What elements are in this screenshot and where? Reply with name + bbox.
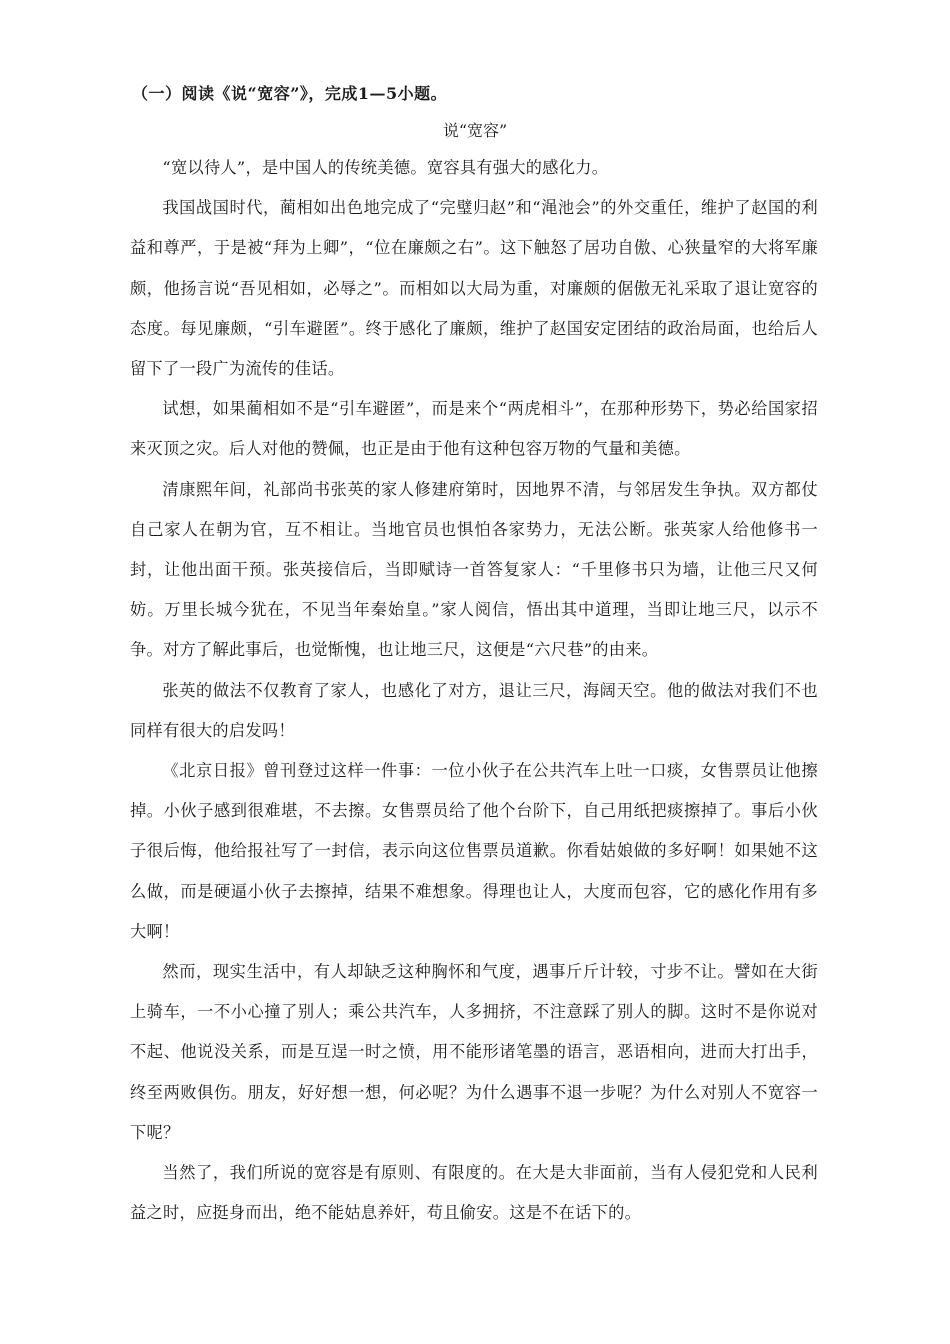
paragraph: 然而，现实生活中，有人却缺乏这种胸怀和气度，遇事斤斤计较，寸步不让。譬如在大街上骑车，一不小心撞了别人；乘公共汽车，人多拥挤，不注意踩了别人的脚。这时不是你说对不起、他说没关系，而是互逞一时之愤，用不能形诸笔墨的语言，恶语相向，进而大打出手，终至两败俱伤。朋友，好好想一想，何必呢？为什么遇事不退一步呢？为什么对别人不宽容一下呢？ [130,962,818,1142]
paragraph: 张英的做法不仅教育了家人，也感化了对方，退让三尺，海阔天空。他的做法对我们不也同样有很大的启发吗！ [130,680,818,740]
paragraph: “宽以待人”，是中国人的传统美德。宽容具有强大的感化力。 [162,158,609,177]
paragraph: 清康熙年间，礼部尚书张英的家人修建府第时，因地界不清，与邻居发生争执。双方都仗自己家人在朝为官，互不相让。当地官员也惧怕各家势力，无法公断。张英家人给他修书一封，让他出面干预。张英接信后，当即赋诗一首答复家人：“千里修书只为墙，让他三尺又何妨。万里长城今犹在，不见当年秦始皇。”家人阅信，悟出其中道理，当即让地三尺，以示不争。对方了解此事后，也觉惭愧，也让地三尺，这便是“六尺巷”的由来。 [130,479,818,660]
paragraph: 试想，如果蔺相如不是“引车避匿”，而是来个“两虎相斗”，在那种形势下，势必给国家招来灭顶之灾。后人对他的赞佩，也正是由于他有这种包容万物的气量和美德。 [130,399,818,459]
paragraph: 当然了，我们所说的宽容是有原则、有限度的。在大是大非面前，当有人侵犯党和人民利益之时，应挺身而出，绝不能姑息养奸，苟且偷安。这是不在话下的。 [130,1163,818,1223]
paragraph: 我国战国时代，蔺相如出色地完成了“完璧归赵”和“渑池会”的外交重任，维护了赵国的利益和尊严，于是被“拜为上卿”，“位在廉颇之右”。这下触怒了居功自傲、心狭量窄的大将军廉颇，他扬言说“吾见相如，必辱之”。而相如以大局为重，对廉颇的倨傲无礼采取了退让宽容的态度。每见廉颇，“引车避匿”。终于感化了廉颇，维护了赵国安定团结的政治局面，也给后人留下了一段广为流传的佳话。 [130,198,818,379]
section-heading: （一）阅读《说“宽容”》，完成1—5小题。 [132,84,448,103]
paragraph: 《北京日报》曾刊登过这样一件事：一位小伙子在公共汽车上吐一口痰，女售票员让他擦掉。小伙子感到很难堪，不去擦。女售票员给了他个台阶下，自己用纸把痰擦掉了。事后小伙子很后悔，他给报社写了一封信，表示向这位售票员道歉。你看姑娘做的多好啊！如果她不这么做，而是硬逼小伙子去擦掉，结果不难想象。得理也让人，大度而包容，它的感化作用有多大啊！ [130,761,818,941]
article-title: 说“宽容” [442,121,508,140]
article-body [130,148,818,1233]
